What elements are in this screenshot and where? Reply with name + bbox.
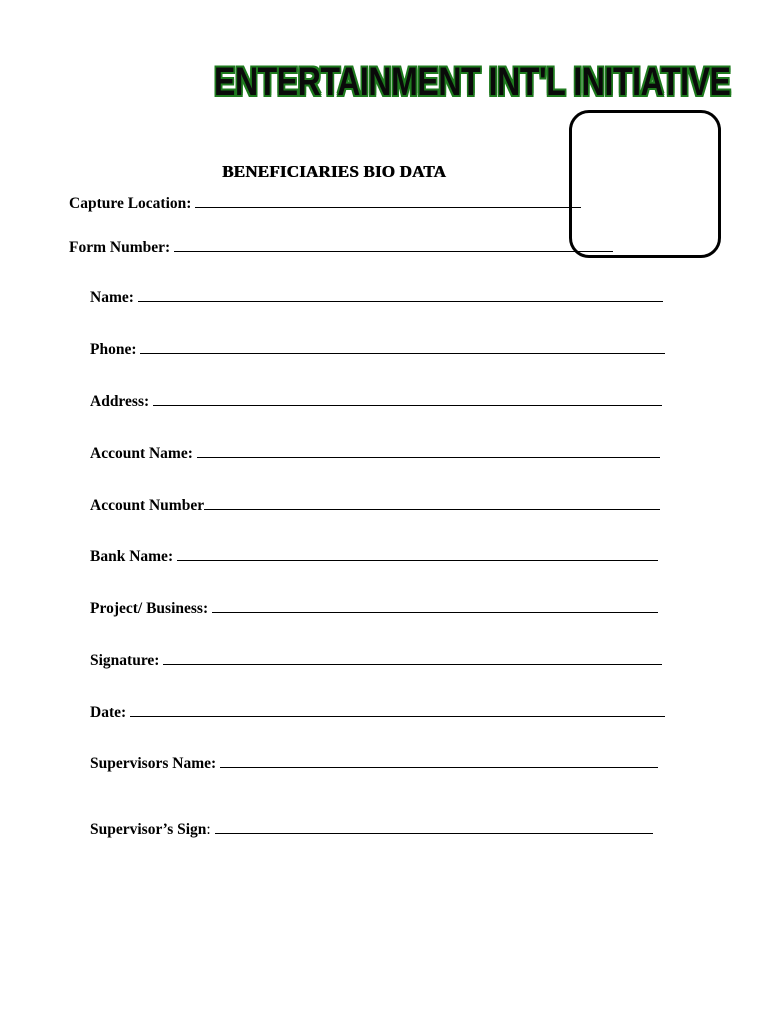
supervisor-sign-line-2[interactable]	[521, 819, 653, 834]
supervisor-sign-label: Supervisor’s Sign	[90, 821, 207, 838]
account-number-label: Account Number	[90, 497, 205, 514]
form-title: BENEFICIARIES BIO DATA	[222, 162, 446, 181]
capture-location-line[interactable]	[195, 193, 581, 208]
form-number-line[interactable]	[174, 237, 613, 252]
date-label: Date:	[90, 704, 131, 721]
supervisors-name-line[interactable]	[220, 753, 658, 768]
account-name-line[interactable]	[197, 443, 660, 458]
account-number-field[interactable]	[90, 495, 660, 515]
address-field[interactable]	[90, 391, 662, 411]
bank-name-label: Bank Name:	[90, 548, 177, 565]
name-label: Name:	[90, 289, 138, 306]
phone-label: Phone:	[90, 341, 141, 358]
account-number-line[interactable]	[204, 495, 660, 510]
account-name-label: Account Name:	[90, 445, 197, 462]
address-line[interactable]	[153, 391, 662, 406]
project-business-field[interactable]	[90, 598, 658, 618]
supervisor-sign-colon: :	[206, 821, 215, 838]
capture-location-label: Capture Location:	[69, 195, 196, 212]
address-label: Address:	[90, 393, 154, 410]
signature-label: Signature:	[90, 652, 164, 669]
passport-photo-box[interactable]	[569, 110, 721, 258]
organization-title: ENTERTAINMENT INT'L INITIATIVE	[214, 60, 731, 104]
phone-line[interactable]	[140, 339, 665, 354]
capture-location-field[interactable]	[69, 193, 581, 213]
date-line[interactable]	[130, 702, 665, 717]
bank-name-line[interactable]	[177, 546, 658, 561]
project-business-label: Project/ Business:	[90, 600, 212, 617]
form-number-label: Form Number:	[69, 239, 175, 256]
account-name-field[interactable]	[90, 443, 660, 463]
bank-name-field[interactable]	[90, 546, 658, 566]
phone-field[interactable]	[90, 339, 665, 359]
project-business-line[interactable]	[212, 598, 658, 613]
signature-field[interactable]	[90, 650, 662, 670]
date-field[interactable]	[90, 702, 665, 722]
supervisor-sign-field[interactable]	[90, 819, 653, 839]
form-number-field[interactable]	[69, 237, 613, 257]
supervisor-sign-line-1[interactable]	[215, 819, 521, 834]
supervisors-name-field[interactable]	[90, 753, 658, 773]
name-field[interactable]	[90, 287, 663, 307]
supervisors-name-label: Supervisors Name:	[90, 755, 221, 772]
name-line[interactable]	[138, 287, 663, 302]
signature-line[interactable]	[163, 650, 662, 665]
